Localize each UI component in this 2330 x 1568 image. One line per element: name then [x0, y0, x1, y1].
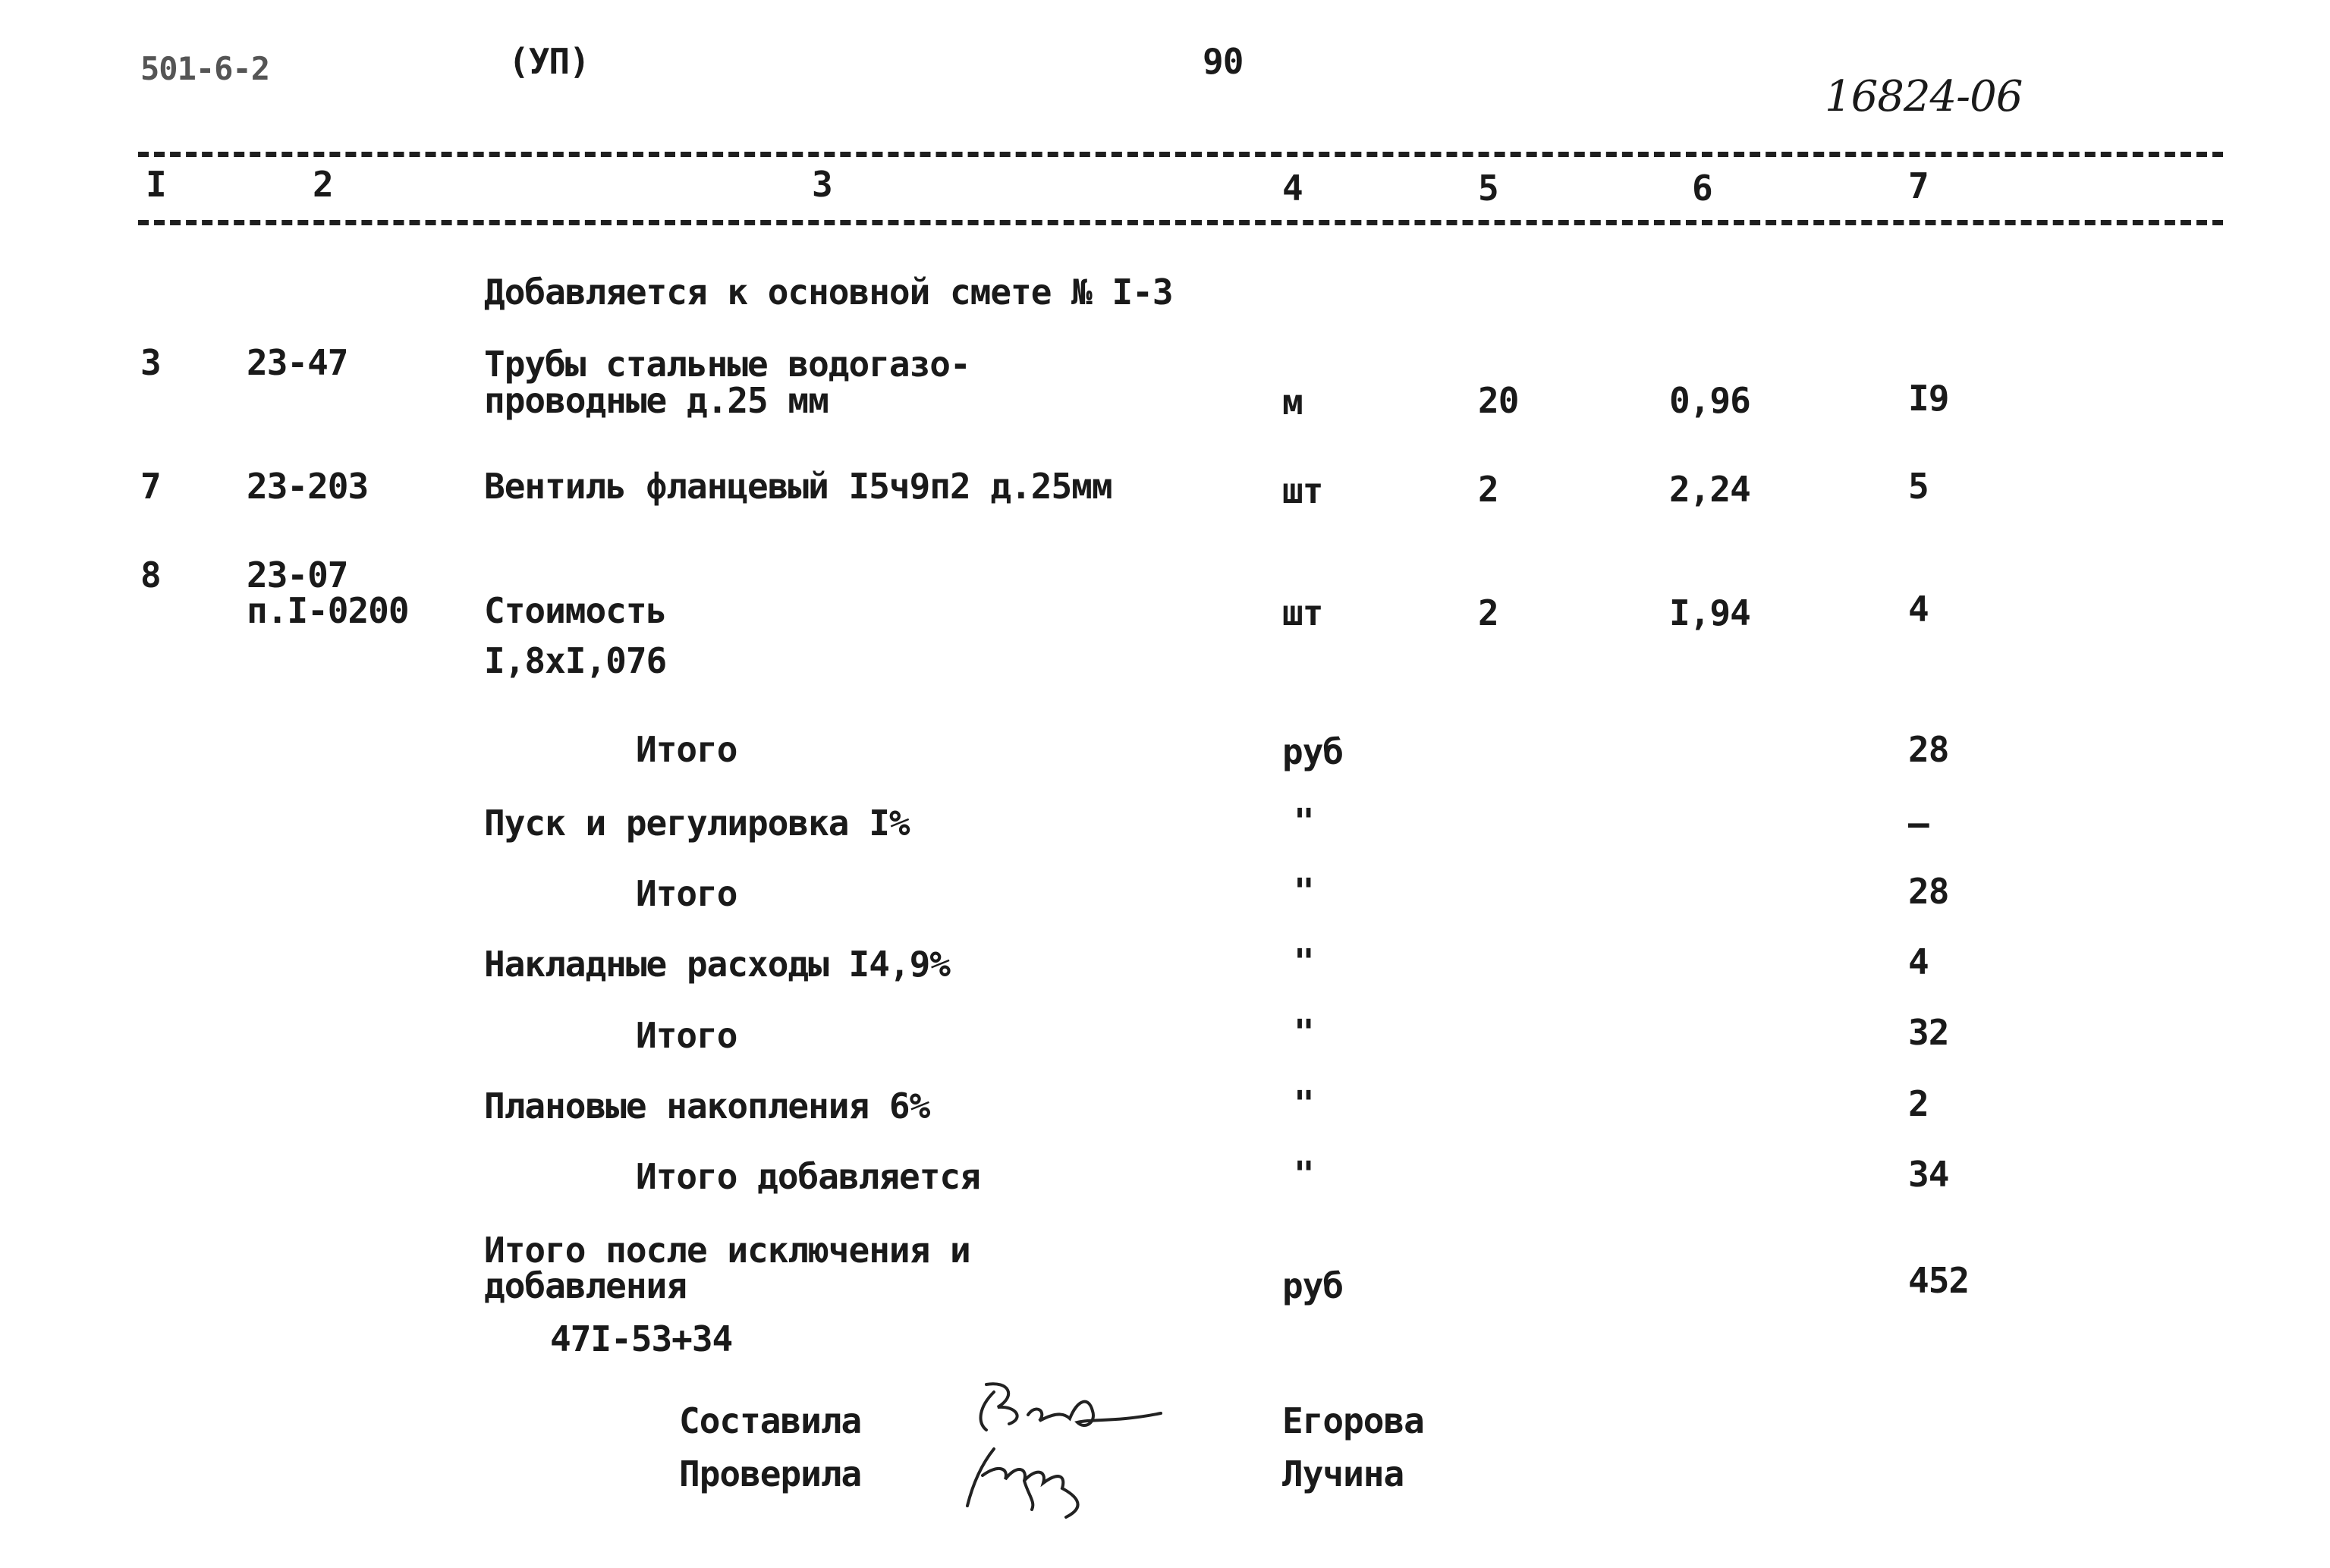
summary-unit: " [1294, 1012, 1314, 1053]
final-value: 452 [1908, 1260, 1970, 1301]
item-code: 23-47 [247, 342, 348, 383]
item-unit: м [1282, 382, 1303, 423]
summary-unit: " [1294, 1154, 1314, 1195]
item-number: 7 [140, 466, 161, 507]
item-total: I9 [1908, 378, 1949, 419]
final-label-line-1: Итого после исключения и [484, 1230, 970, 1271]
summary-label: Пуск и регулировка I% [484, 803, 910, 844]
summary-value: 28 [1908, 871, 1949, 912]
checked-by-signature [952, 1434, 1149, 1525]
summary-label: Итого [636, 729, 737, 770]
column-header-7: 7 [1908, 165, 1929, 206]
summary-label: Итого добавляется [636, 1156, 980, 1197]
item-quantity: 2 [1478, 469, 1498, 510]
column-header-6: 6 [1692, 168, 1712, 209]
checked-by-label: Проверила [679, 1453, 862, 1494]
item-name-line-1: Трубы стальные водогазо- [484, 344, 970, 385]
summary-value: 4 [1908, 941, 1929, 982]
page-number: 90 [1203, 41, 1244, 82]
item-price: 2,24 [1669, 469, 1750, 510]
item-number: 8 [140, 555, 161, 595]
column-header-2: 2 [313, 164, 333, 205]
checked-by-name: Лучина [1282, 1453, 1404, 1494]
summary-value: 34 [1908, 1154, 1949, 1195]
item-code: 23-203 [247, 466, 369, 507]
summary-label: Накладные расходы I4,9% [484, 944, 950, 985]
column-header-3: 3 [812, 164, 832, 205]
document-mark: (УП) [508, 41, 590, 82]
header-rule-bottom [138, 220, 2223, 225]
summary-unit: " [1294, 941, 1314, 982]
item-name-line-2: I,8xI,076 [484, 640, 667, 681]
column-header-1: I [146, 164, 166, 205]
item-quantity: 2 [1478, 592, 1498, 633]
summary-value: 2 [1908, 1083, 1929, 1124]
compiled-by-name: Егорова [1282, 1400, 1424, 1441]
final-formula: 47I-53+34 [550, 1318, 733, 1359]
final-unit: руб [1282, 1265, 1344, 1306]
item-name-line-2: проводные д.25 мм [484, 380, 829, 421]
item-name-line-1: Вентиль фланцевый I5ч9п2 д.25мм [484, 466, 1112, 507]
summary-unit: " [1294, 801, 1314, 842]
summary-value: 28 [1908, 729, 1949, 770]
summary-label: Итого [636, 873, 737, 914]
summary-value: – [1908, 803, 1929, 844]
summary-unit: " [1294, 871, 1314, 912]
summary-value: 32 [1908, 1012, 1949, 1053]
section-title: Добавляется к основной смете № I-3 [484, 272, 1173, 313]
final-label-line-2: добавления [484, 1265, 687, 1306]
item-name-line-1: Стоимость [484, 590, 667, 631]
item-unit: шт [1282, 592, 1323, 633]
document-code: 501-6-2 [140, 50, 270, 87]
header-rule-top [138, 152, 2223, 157]
item-number: 3 [140, 342, 161, 383]
item-total: 4 [1908, 589, 1929, 630]
compiled-by-label: Составила [679, 1400, 862, 1441]
summary-unit: руб [1282, 731, 1344, 772]
inventory-number: 16824-06 [1825, 72, 2023, 121]
item-code-line-1: 23-07 [247, 555, 348, 595]
summary-unit: " [1294, 1083, 1314, 1124]
item-total: 5 [1908, 466, 1929, 507]
item-quantity: 20 [1478, 380, 1519, 421]
column-header-5: 5 [1478, 168, 1498, 209]
item-unit: шт [1282, 470, 1323, 511]
summary-label: Итого [636, 1015, 737, 1056]
item-code-line-2: п.I-0200 [247, 590, 409, 631]
item-price: I,94 [1669, 592, 1750, 633]
column-header-4: 4 [1282, 168, 1303, 209]
summary-label: Плановые накопления 6% [484, 1086, 930, 1127]
item-price: 0,96 [1669, 380, 1750, 421]
